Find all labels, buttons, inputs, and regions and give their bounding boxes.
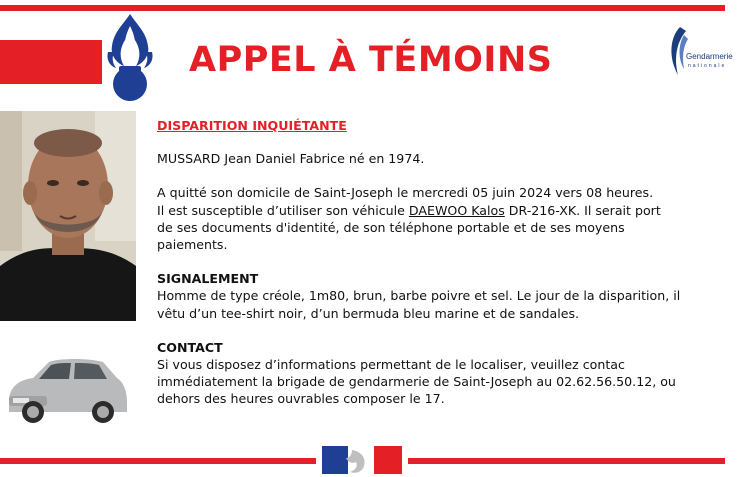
gendarmerie-logo xyxy=(668,25,733,85)
grenade-emblem-icon xyxy=(104,12,156,104)
notice-body xyxy=(157,117,737,408)
vehicle-photo xyxy=(3,352,131,430)
contact-title: CONTACT xyxy=(157,339,223,355)
identity-line: MUSSARD Jean Daniel Fabrice né en 1974. xyxy=(157,151,425,167)
top-red-bar xyxy=(0,5,725,11)
notice-heading: DISPARITION INQUIÉTANTE xyxy=(157,118,347,133)
departure-line-1: A quitté son domicile de Saint-Joseph le mercredi 05 juin 2024 vers 08 heures. xyxy=(157,185,654,201)
signalement-title: SIGNALEMENT xyxy=(157,271,259,287)
vehicle-model: DAEWOO Kalos xyxy=(408,202,505,218)
logo-text: Gendarmerie xyxy=(686,52,733,61)
signalement-line-2: vêtu d’un tee-shirt noir, d’un bermuda bleu marine et de sandales. xyxy=(157,305,580,321)
missing-person-photo xyxy=(0,111,136,321)
contact-line-3: dehors des heures ouvrables composer le 17. xyxy=(157,391,445,407)
marianne-logo-icon xyxy=(322,446,402,474)
contact-line-1: Si vous disposez d’informations permettant de le localiser, veuillez contac xyxy=(157,357,625,373)
departure-line-4: paiements. xyxy=(157,237,228,253)
departure-line-3: de ses documents d'identité, de son téléphone portable et de ses moyens xyxy=(157,219,625,235)
departure-line-2: Il est susceptible d’utiliser son véhicule DAEWOO Kalos DR-216-XK. Il serait port xyxy=(157,202,661,218)
contact-line-2: immédiatement la brigade de gendarmerie de Saint-Joseph au 02.62.56.50.12, ou xyxy=(157,374,676,390)
logo-subtext: nationale xyxy=(688,63,727,69)
signalement-line-1: Homme de type créole, 1m80, brun, barbe poivre et sel. Le jour de la disparition, il xyxy=(157,288,681,304)
page-title: APPEL À TÉMOINS xyxy=(189,40,553,80)
